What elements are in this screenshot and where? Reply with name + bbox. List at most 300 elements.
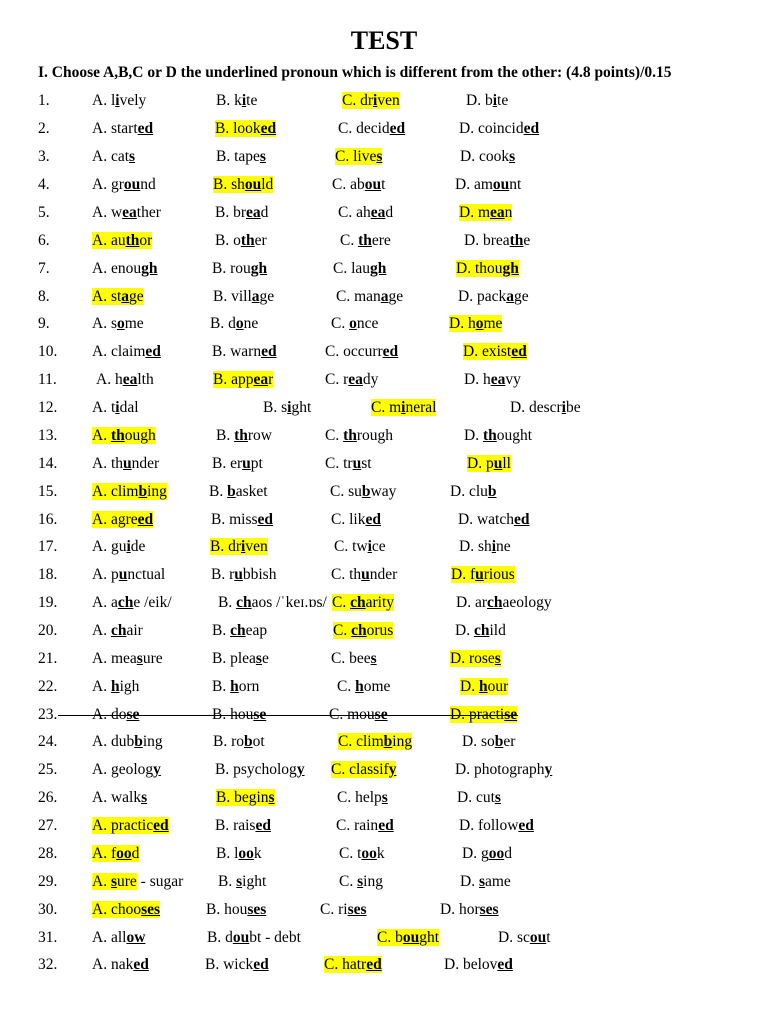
underlined-letters: ou xyxy=(232,929,250,946)
answer-option xyxy=(466,90,508,112)
answer-option xyxy=(92,341,161,363)
option-suffix: orn xyxy=(238,678,260,695)
option-text xyxy=(92,315,144,332)
answer-option xyxy=(92,648,163,670)
answer-option xyxy=(371,397,436,419)
highlighted-answer xyxy=(463,343,527,360)
underlined-letters: s xyxy=(236,873,243,890)
answer-option xyxy=(212,453,263,475)
underlined-letters: ed xyxy=(513,511,530,528)
option-text xyxy=(205,956,269,973)
option-prefix: A. start xyxy=(92,120,138,137)
option-suffix: d xyxy=(504,845,512,862)
underlined-letters: s xyxy=(141,789,148,806)
option-text xyxy=(212,455,263,472)
answer-option xyxy=(92,286,144,308)
question-number: 18. xyxy=(38,566,58,583)
answer-option xyxy=(216,787,275,809)
option-prefix: B. ro xyxy=(213,733,244,750)
option-suffix: te xyxy=(246,92,258,109)
answer-option xyxy=(92,202,161,224)
underlined-letters: ed xyxy=(497,956,513,973)
underlined-letters: ch xyxy=(117,594,134,611)
answer-option xyxy=(92,871,183,893)
option-prefix: B. xyxy=(212,678,231,695)
answer-option xyxy=(337,676,390,698)
answer-option xyxy=(213,286,274,308)
highlighted-answer xyxy=(338,733,412,750)
underlined-letters: ea xyxy=(370,204,386,221)
answer-option xyxy=(212,341,277,363)
option-text xyxy=(92,92,146,109)
underlined-letters: a xyxy=(121,288,130,305)
underlined-letters: ed xyxy=(523,120,540,137)
highlighted-answer xyxy=(92,845,139,862)
option-prefix: C. xyxy=(339,873,358,890)
answer-option xyxy=(215,230,267,252)
option-text xyxy=(92,622,143,639)
underlined-letters: ea xyxy=(246,204,261,221)
option-prefix: C. th xyxy=(331,566,362,583)
underlined-letters: a xyxy=(380,288,389,305)
option-text xyxy=(218,873,266,890)
underlined-letters: i xyxy=(115,399,120,416)
option-prefix: C. ri xyxy=(320,901,348,918)
answer-option xyxy=(450,648,501,670)
answer-option xyxy=(339,843,385,865)
option-suffix: our xyxy=(487,678,509,695)
option-prefix: B. wick xyxy=(205,956,254,973)
underlined-letters: o xyxy=(235,315,244,332)
question-row xyxy=(0,871,768,895)
option-prefix: D. am xyxy=(455,176,493,193)
option-prefix: B. rou xyxy=(212,260,251,277)
option-suffix: st xyxy=(361,455,372,472)
question-row xyxy=(0,759,768,783)
underlined-letters: b xyxy=(494,733,504,750)
underlined-letters: ea xyxy=(348,371,363,388)
highlighted-answer xyxy=(449,315,502,332)
underlined-letters: i xyxy=(492,92,498,109)
underlined-letters: a xyxy=(506,288,514,305)
option-prefix: A. au xyxy=(92,232,126,249)
option-suffix: ne xyxy=(243,315,259,332)
option-text xyxy=(458,288,529,305)
option-text xyxy=(92,148,135,165)
option-text xyxy=(213,288,274,305)
answer-option xyxy=(449,313,502,335)
answer-option xyxy=(331,759,396,781)
answer-option xyxy=(456,592,552,614)
underlined-letters: s xyxy=(259,148,266,165)
answer-option xyxy=(320,899,367,921)
option-prefix: A. w xyxy=(92,204,123,221)
answer-option xyxy=(92,927,145,949)
underlined-letters: i xyxy=(373,92,378,109)
highlighted-answer xyxy=(332,594,394,611)
option-prefix: D. cut xyxy=(457,789,495,806)
option-text xyxy=(92,956,149,973)
answer-option xyxy=(458,509,529,531)
highlighted-answer xyxy=(450,650,501,667)
highlighted-answer xyxy=(92,232,152,249)
underlined-letters: s xyxy=(357,873,364,890)
answer-option xyxy=(334,536,386,558)
answer-option xyxy=(213,731,265,753)
answer-option xyxy=(215,759,305,781)
option-suffix: row xyxy=(247,427,272,444)
answer-option xyxy=(444,954,513,976)
option-suffix: me xyxy=(124,315,144,332)
underlined-letters: ch xyxy=(350,594,366,611)
option-suffix: nder xyxy=(131,455,160,472)
underlined-letters: ou xyxy=(492,176,510,193)
underlined-letters: ou xyxy=(123,176,141,193)
option-text xyxy=(212,260,267,277)
answer-option xyxy=(92,397,139,419)
underlined-letters: s xyxy=(110,873,117,890)
option-prefix: A. xyxy=(92,873,111,890)
option-prefix: D. p xyxy=(467,455,494,472)
question-number: 30. xyxy=(38,901,58,918)
option-prefix: A. choo xyxy=(92,901,142,918)
highlighted-answer xyxy=(92,511,153,528)
option-suffix: nce xyxy=(356,315,379,332)
answer-option xyxy=(340,230,391,252)
option-prefix: C. hatr xyxy=(324,956,367,973)
option-text xyxy=(92,538,145,555)
underlined-letters: u xyxy=(352,455,362,472)
underlined-letters: th xyxy=(343,427,357,444)
option-suffix: d xyxy=(131,845,140,862)
question-row xyxy=(0,341,768,365)
answer-option xyxy=(92,843,139,865)
answer-option xyxy=(498,927,551,949)
answer-option xyxy=(332,174,385,196)
answer-option xyxy=(440,899,499,921)
answer-option xyxy=(206,899,266,921)
underlined-letters: s xyxy=(494,789,501,806)
underlined-letters: ea xyxy=(253,371,269,388)
underlined-letters: i xyxy=(115,92,120,109)
question-number: 2. xyxy=(38,120,50,137)
option-suffix: ld xyxy=(261,176,274,193)
underlined-letters: oo xyxy=(116,845,132,862)
option-prefix: C. lik xyxy=(331,511,366,528)
underlined-letters: oo xyxy=(488,845,505,862)
option-text xyxy=(92,260,157,277)
highlighted-answer xyxy=(451,566,515,583)
option-suffix: air xyxy=(126,622,143,639)
question-number: 29. xyxy=(38,873,58,890)
answer-option xyxy=(331,648,377,670)
option-suffix: rious xyxy=(483,566,515,583)
option-prefix: D. b xyxy=(466,92,493,109)
underlined-letters: th xyxy=(482,427,497,444)
option-prefix: A. do xyxy=(92,706,127,723)
option-suffix: neral xyxy=(405,399,437,416)
answer-option xyxy=(216,146,266,168)
option-prefix: A. mea xyxy=(92,650,137,667)
option-prefix: C. dr xyxy=(342,92,373,109)
strikethrough-line xyxy=(58,715,518,716)
option-suffix: ge xyxy=(388,288,404,305)
option-suffix: e xyxy=(523,232,531,249)
underlined-letters: ch xyxy=(473,622,490,639)
option-suffix: asket xyxy=(235,483,268,500)
option-text xyxy=(459,120,539,137)
option-prefix: B. plea xyxy=(212,650,256,667)
answer-option xyxy=(92,787,147,809)
question-number: 8. xyxy=(38,288,50,305)
option-text xyxy=(337,678,390,695)
option-suffix: ght xyxy=(291,399,312,416)
option-suffix: er xyxy=(503,733,516,750)
option-suffix: eap xyxy=(245,622,268,639)
option-text xyxy=(330,483,396,500)
option-prefix: D. belov xyxy=(444,956,498,973)
answer-option xyxy=(92,118,153,140)
option-prefix: B. sh xyxy=(213,176,245,193)
option-prefix: A. clim xyxy=(92,483,139,500)
underlined-letters: ed xyxy=(253,956,269,973)
option-text xyxy=(215,232,267,249)
option-text xyxy=(92,650,163,667)
underlined-letters: s xyxy=(255,650,262,667)
highlighted-answer xyxy=(215,120,276,137)
question-number: 24. xyxy=(38,733,58,750)
option-text xyxy=(325,427,393,444)
underlined-letters: ou xyxy=(244,176,262,193)
answer-option xyxy=(338,118,405,140)
option-prefix: D. sc xyxy=(498,929,530,946)
question-number: 17. xyxy=(38,538,58,555)
answer-option xyxy=(338,202,393,224)
option-text xyxy=(334,538,386,555)
answer-option xyxy=(92,230,152,252)
answer-option xyxy=(212,648,269,670)
option-prefix: C. xyxy=(331,315,350,332)
option-text xyxy=(213,733,265,750)
option-text xyxy=(212,343,277,360)
option-suffix: way xyxy=(370,483,397,500)
underlined-letters: ch xyxy=(110,622,127,639)
option-text xyxy=(457,789,501,806)
option-prefix: D. sh xyxy=(459,538,492,555)
option-text xyxy=(510,399,581,416)
question-row xyxy=(0,397,768,421)
option-suffix: aeology xyxy=(502,594,552,611)
question-row xyxy=(0,202,768,226)
option-suffix: rough xyxy=(356,427,394,444)
option-prefix: C. tr xyxy=(325,455,353,472)
underlined-letters: ed xyxy=(378,817,394,834)
option-suffix: pt xyxy=(250,455,263,472)
underlined-letters: ed xyxy=(382,343,399,360)
option-prefix: A. t xyxy=(92,399,116,416)
option-prefix: A. xyxy=(92,622,111,639)
highlighted-answer xyxy=(324,956,382,973)
underlined-letters: ed xyxy=(389,120,406,137)
answer-option xyxy=(455,620,506,642)
underlined-letters: gh xyxy=(370,260,387,277)
option-prefix: C. classif xyxy=(331,761,389,778)
answer-option xyxy=(205,954,269,976)
option-text xyxy=(331,511,381,528)
question-number: 12. xyxy=(38,399,58,416)
answer-option xyxy=(324,954,382,976)
underlined-letters: ea xyxy=(490,204,505,221)
option-suffix: bt - debt xyxy=(249,929,301,946)
answer-option xyxy=(209,481,268,503)
underlined-letters: i xyxy=(241,538,246,555)
option-prefix: B. warn xyxy=(212,343,262,360)
underlined-letters: b xyxy=(134,733,143,750)
option-text xyxy=(337,789,388,806)
question-row xyxy=(0,481,768,505)
option-prefix: A. enou xyxy=(92,260,142,277)
option-text xyxy=(92,594,172,611)
option-suffix: bbish xyxy=(242,566,277,583)
option-suffix: ven xyxy=(377,92,400,109)
highlighted-answer xyxy=(92,817,169,834)
underlined-letters: y xyxy=(296,761,305,778)
underlined-letters: i xyxy=(401,399,406,416)
option-suffix: ot xyxy=(252,733,265,750)
option-prefix: B. xyxy=(218,873,237,890)
option-suffix: ome xyxy=(363,678,391,695)
option-text xyxy=(458,511,529,528)
answer-option xyxy=(215,815,271,837)
option-text xyxy=(210,315,258,332)
question-row xyxy=(0,369,768,393)
underlined-letters: th xyxy=(125,232,140,249)
option-prefix: C. xyxy=(337,678,356,695)
highlighted-answer xyxy=(213,371,273,388)
question-row xyxy=(0,313,768,337)
question-row xyxy=(0,286,768,310)
option-prefix: D. h xyxy=(464,371,491,388)
option-prefix: B. app xyxy=(213,371,254,388)
option-text xyxy=(212,678,259,695)
option-prefix: A. h xyxy=(96,371,123,388)
answer-option xyxy=(92,90,146,112)
option-prefix: A. claim xyxy=(92,343,146,360)
underlined-letters: ea xyxy=(122,371,138,388)
answer-option xyxy=(211,509,273,531)
option-text xyxy=(455,176,521,193)
option-prefix: A. th xyxy=(92,455,123,472)
question-row xyxy=(0,787,768,811)
underlined-letters: ea xyxy=(122,204,137,221)
underlined-letters: s xyxy=(370,650,377,667)
answer-option xyxy=(92,731,163,753)
answer-option xyxy=(213,369,273,391)
option-suffix: e /eik/ xyxy=(133,594,172,611)
answer-option xyxy=(460,146,515,168)
option-prefix: B. xyxy=(209,483,228,500)
option-suffix: n xyxy=(504,204,513,221)
option-prefix: A. all xyxy=(92,929,127,946)
answer-option xyxy=(211,564,276,586)
highlighted-answer xyxy=(460,678,508,695)
option-prefix: A. agre xyxy=(92,511,138,528)
underlined-letters: b xyxy=(138,483,148,500)
option-suffix: aos /ˈkeɪ.ɒs/ xyxy=(251,594,327,611)
answer-option xyxy=(462,731,515,753)
option-prefix: C. xyxy=(325,427,344,444)
underlined-letters: i xyxy=(126,538,131,555)
answer-option xyxy=(337,787,388,809)
option-prefix: C. ah xyxy=(338,204,371,221)
option-prefix: D. hor xyxy=(440,901,480,918)
option-prefix: C. mou xyxy=(329,706,375,723)
option-prefix: B. d xyxy=(210,315,236,332)
underlined-letters: i xyxy=(287,399,292,416)
option-prefix: A. dub xyxy=(92,733,135,750)
option-suffix: ce xyxy=(371,538,386,555)
highlighted-answer xyxy=(92,288,144,305)
underlined-letters: y xyxy=(153,761,161,778)
option-suffix: d xyxy=(260,204,269,221)
option-text xyxy=(320,901,367,918)
option-text xyxy=(212,650,269,667)
option-suffix: me xyxy=(483,315,503,332)
option-text xyxy=(215,761,305,778)
option-prefix: C. ab xyxy=(332,176,365,193)
option-text xyxy=(460,148,515,165)
option-suffix: k xyxy=(376,845,385,862)
underlined-letters: ch xyxy=(351,622,367,639)
question-row xyxy=(0,509,768,533)
answer-option xyxy=(338,731,412,753)
answer-option xyxy=(96,369,154,391)
option-prefix: C. help xyxy=(337,789,382,806)
option-text xyxy=(460,873,511,890)
answer-option xyxy=(459,815,534,837)
question-number: 6. xyxy=(38,232,50,249)
answer-option xyxy=(464,369,521,391)
underlined-letters: ed xyxy=(137,120,154,137)
option-prefix: B. k xyxy=(216,92,242,109)
option-suffix: vely xyxy=(119,92,147,109)
option-text xyxy=(211,566,276,583)
underlined-letters: gh xyxy=(141,260,158,277)
option-text xyxy=(206,901,266,918)
option-text xyxy=(462,733,515,750)
option-prefix: D. brea xyxy=(464,232,510,249)
question-number: 28. xyxy=(38,845,58,862)
option-suffix: ure xyxy=(142,650,163,667)
option-text xyxy=(92,761,161,778)
answer-option xyxy=(92,453,159,475)
option-prefix: A. practic xyxy=(92,817,154,834)
option-suffix: ere xyxy=(371,232,391,249)
option-prefix: B. xyxy=(218,594,237,611)
option-text xyxy=(215,817,271,834)
highlighted-answer xyxy=(216,789,275,806)
question-number: 25. xyxy=(38,761,58,778)
question-number: 26. xyxy=(38,789,58,806)
underlined-letters: ed xyxy=(257,511,274,528)
option-suffix: ough xyxy=(124,427,156,444)
option-text xyxy=(462,845,512,862)
option-text xyxy=(216,92,257,109)
highlighted-answer xyxy=(92,873,137,890)
option-prefix: A. gu xyxy=(92,538,127,555)
page-title: TEST xyxy=(350,26,418,55)
underlined-letters: u xyxy=(493,455,503,472)
